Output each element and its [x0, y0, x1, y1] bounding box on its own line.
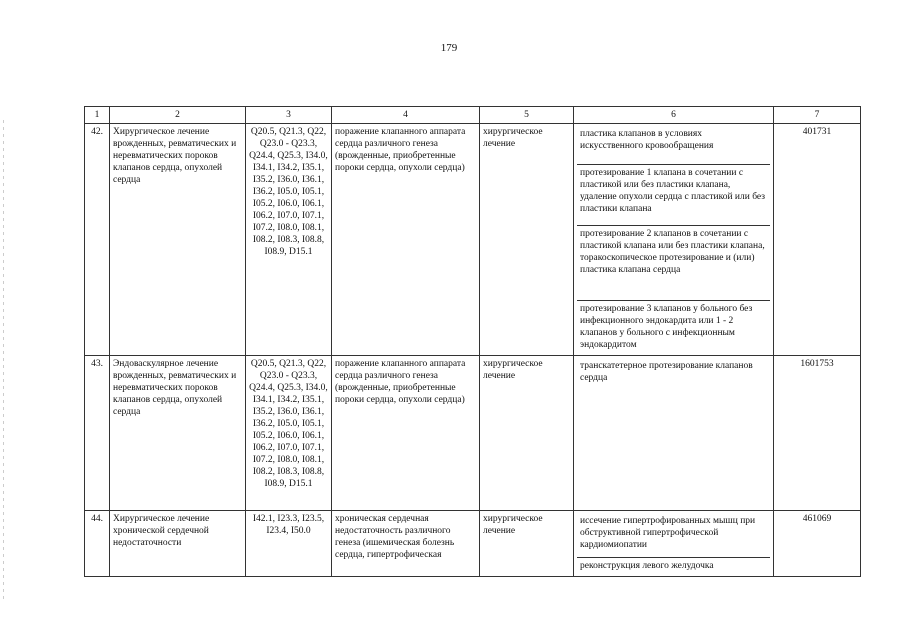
- method-item: пластика клапанов в условиях искусственного кровообращения: [577, 126, 770, 165]
- treatment-methods: [574, 124, 774, 356]
- table-row: [85, 124, 861, 356]
- row-number: 42.: [85, 124, 110, 356]
- header-row: [85, 107, 861, 124]
- care-type-name: Хирургическое лечение хронической сердечной недостаточности: [110, 511, 246, 577]
- patient-model: поражение клапанного аппарата сердца различного генеза (врожденные, приобретенные пороки сердца, опухоли сердца): [332, 356, 480, 511]
- table-row: [85, 511, 861, 577]
- patient-model: поражение клапанного аппарата сердца различного генеза (врожденные, приобретенные пороки сердца, опухоли сердца): [332, 124, 480, 356]
- treatment-type: хирургическое лечение: [480, 356, 574, 511]
- row-number: 43.: [85, 356, 110, 511]
- cost-value: 401731: [774, 124, 861, 356]
- treatment-type: хирургическое лечение: [480, 511, 574, 577]
- method-item: протезирование 2 клапанов в сочетании с пластикой клапана или без пластики клапана, торакоскопическое протезирование и (или) пластика клапана сердца: [577, 226, 770, 301]
- method-item: иссечение гипертрофированных мышц при обструктивной гипертрофической кардиомиопатии: [577, 513, 770, 558]
- method-item: реконструкция левого желудочка: [580, 561, 714, 571]
- header-col-7: 7: [774, 107, 861, 124]
- medical-care-table: [84, 106, 861, 577]
- header-col-2: 2: [110, 107, 246, 124]
- header-col-5: 5: [480, 107, 574, 124]
- treatment-type: хирургическое лечение: [480, 124, 574, 356]
- patient-model: хроническая сердечная недостаточность различного генеза (ишемическая болезнь сердца, гипертрофическая: [332, 511, 480, 577]
- header-col-1: 1: [85, 107, 110, 124]
- cost-value: 1601753: [774, 356, 861, 511]
- header-col-3: 3: [246, 107, 332, 124]
- care-type-name: Эндоваскулярное лечение врожденных, ревматических и неревматических пороков клапанов сердца, опухолей сердца: [110, 356, 246, 511]
- scan-edge-mark: [3, 120, 4, 600]
- method-item: протезирование 3 клапанов у больного без инфекционного эндокардита или 1 - 2 клапанов у больного с инфекционным эндокардитом: [580, 304, 753, 350]
- row-number: 44.: [85, 511, 110, 577]
- treatment-methods: [574, 356, 774, 511]
- method-item: протезирование 1 клапана в сочетании с пластикой или без пластики клапана, удаление опухоли сердца с пластикой или без пластики клапана: [577, 165, 770, 226]
- icd-codes: Q20.5, Q21.3, Q22, Q23.0 - Q23.3, Q24.4, Q25.3, I34.0, I34.1, I34.2, I35.1, I35.2, I36.0, I36.1, I36.2, I05.0, I05.1, I05.2, I06.0, I06.1, I06.2, I07.0, I07.1, I07.2, I08.0, I08.1, I08.2, I08.3, I08.8, I08.9, D15.1: [246, 124, 332, 356]
- treatment-methods: [574, 511, 774, 577]
- icd-codes: I42.1, I23.3, I23.5, I23.4, I50.0: [246, 511, 332, 577]
- icd-codes: Q20.5, Q21.3, Q22, Q23.0 - Q23.3, Q24.4, Q25.3, I34.0, I34.1, I34.2, I35.1, I35.2, I36.0, I36.1, I36.2, I05.0, I05.1, I05.2, I06.0, I06.1, I06.2, I07.0, I07.1, I07.2, I08.0, I08.1, I08.2, I08.3, I08.8, I08.9, D15.1: [246, 356, 332, 511]
- table-row: [85, 356, 861, 511]
- page-number: 179: [440, 42, 458, 54]
- header-col-4: 4: [332, 107, 480, 124]
- cost-value: 461069: [774, 511, 861, 577]
- care-type-name: Хирургическое лечение врожденных, ревматических и неревматических пороков клапанов сердца, опухолей сердца: [110, 124, 246, 356]
- method-item: транскатетерное протезирование клапанов сердца: [580, 361, 753, 383]
- header-col-6: 6: [574, 107, 774, 124]
